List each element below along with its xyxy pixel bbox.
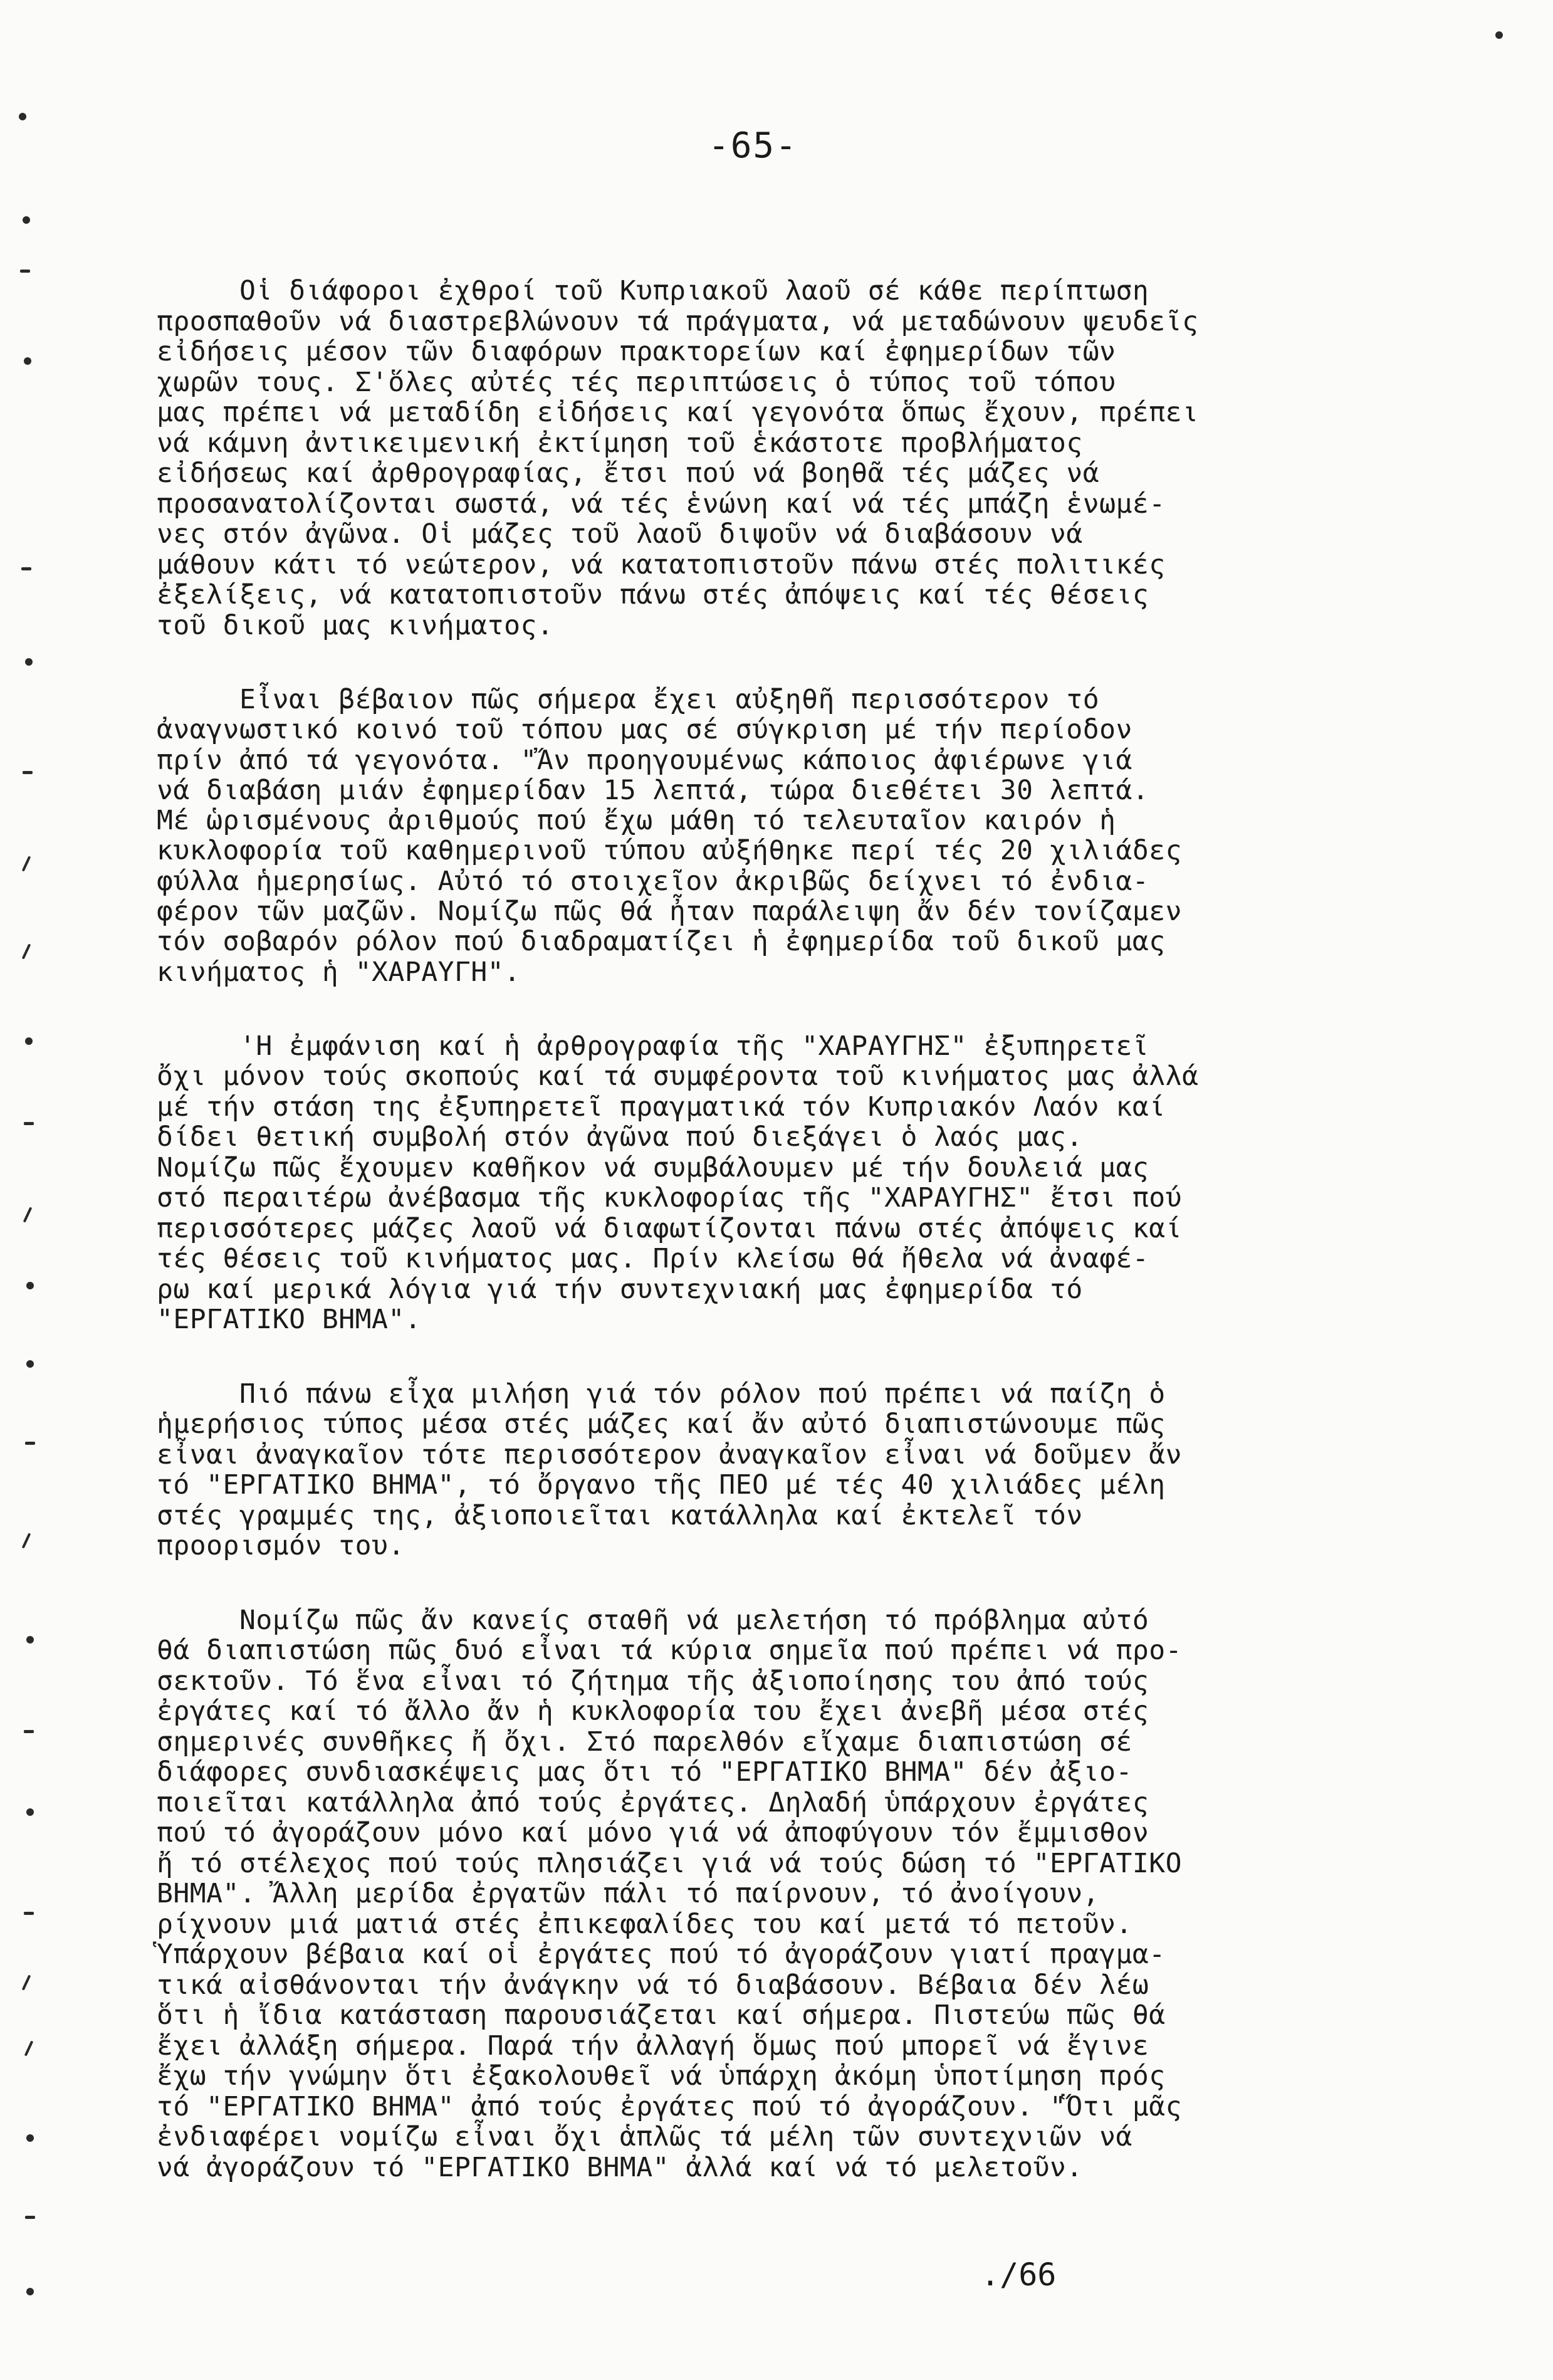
text-line: μάθουν κάτι τό νεώτερον, νά κατατοπιστοῦν πάνω στές πολιτικές [157,548,1166,580]
text-line: προσανατολίζονται σωστά, νά τές ἑνώνη καί νά τές μπάζη ἑνωμέ- [157,488,1166,520]
margin-dot [19,113,26,120]
text-line: ἡμερήσιος τύπος μέσα στές μάζες καί ἄν αὐτό διαπιστώνουμε πῶς [157,1408,1166,1440]
text-line: ρίχνουν μιά ματιά στές ἐπικεφαλίδες του καί μετά τό πετοῦν. [157,1908,1132,1940]
text-line: δίδει θετική συμβολή στόν ἀγῶνα πού διεξάγει ὁ λαός μας. [157,1121,1083,1153]
text-line: τό "ΕΡΓΑΤΙΚΟ ΒΗΜΑ", τό ὄργανο τῆς ΠΕΟ μέ τές 40 χιλιάδες μέλη [157,1469,1166,1501]
document-body [157,276,1360,2226]
text-line: διάφορες συνδιασκέψεις μας ὅτι τό "ΕΡΓΑΤΙΚΟ ΒΗΜΑ" δέν ἀξιο- [157,1756,1132,1788]
margin-dash [23,771,33,774]
text-line: στές γραμμές της, ἀξιοποιεῖται κατάλληλα καί ἐκτελεῖ τόν [157,1499,1083,1531]
paragraph-readership-growth [157,684,1360,987]
margin-slash [24,2040,34,2056]
text-line: τές θέσεις τοῦ κινήματος μας. Πρίν κλείσω θά ἤθελα νά ἀναφέ- [157,1243,1149,1275]
text-line: κυκλοφορία τοῦ καθημερινοῦ τύπου αὐξήθηκε περί τές 20 χιλιάδες [157,835,1183,867]
text-line: Νομίζω πῶς ἄν κανείς σταθῆ νά μελετήση τό πρόβλημα αὐτό [157,1604,1149,1636]
margin-slash [23,1207,33,1222]
text-line: τοῦ δικοῦ μας κινήματος. [157,609,554,641]
margin-dash [21,567,31,570]
text-line: μέ τήν στάση της ἐξυπηρετεῖ πραγματικά τόν Κυπριακόν Λαόν καί [157,1091,1166,1123]
margin-dot [23,216,30,224]
text-line: τικά αἰσθάνονται τήν ἀνάγκην νά τό διαβάσουν. Βέβαια δέν λέω [157,1969,1149,2001]
text-line: Εἶναι βέβαιον πῶς σήμερα ἔχει αὐξηθῆ περισσότερον τό [157,684,1100,715]
text-line: πρίν ἀπό τά γεγονότα. "Ἄν προηγουμένως κάποιος ἀφιέρωνε γιά [157,744,1132,776]
margin-dot [26,1282,34,1289]
text-line: ἀναγνωστικό κοινό τοῦ τόπου μας σέ σύγκριση μέ τήν περίοδον [157,714,1132,746]
text-line: 'Η ἐμφάνιση καί ἡ ἀρθρογραφία τῆς "ΧΑΡΑΥΓΗΣ" ἐξυπηρετεῖ [157,1030,1149,1062]
text-line: νά κάμνη ἀντικειμενική ἐκτίμηση τοῦ ἑκάστοτε προβλήματος [157,427,1083,459]
text-line: τό "ΕΡΓΑΤΙΚΟ ΒΗΜΑ" ἀπό τούς ἐργάτες πού τό ἀγοράζουν. "Ὅτι μᾶς [157,2090,1183,2122]
text-line: φέρον τῶν μαζῶν. Νομίζω πῶς θά ἦταν παράλειψη ἄν δέν τονίζαμεν [157,896,1183,928]
text-line: χωρῶν τους. Σ'ὅλες αὐτές τές περιπτώσεις ὁ τύπος τοῦ τόπου [157,366,1116,398]
margin-dot [26,2134,34,2142]
text-line: θά διαπιστώση πῶς δυό εἶναι τά κύρια σημεῖα πού πρέπει νά προ- [157,1635,1183,1667]
margin-dash [25,2216,35,2219]
continuation-marker: ./66 [981,2257,1057,2293]
text-line: εἶναι ἀναγκαῖον τότε περισσότερον ἀναγκαῖον εἶναι νά δοῦμεν ἄν [157,1439,1183,1470]
text-line: νες στόν ἀγῶνα. Οἱ μάζες τοῦ λαοῦ διψοῦν νά διαβάσουν νά [157,518,1083,550]
text-line: Οἱ διάφοροι ἐχθροί τοῦ Κυπριακοῦ λαοῦ σέ κάθε περίπτωση [157,275,1149,307]
text-line: μας πρέπει νά μεταδίδη εἰδήσεις καί γεγονότα ὅπως ἔχουν, πρέπει [157,397,1199,428]
margin-slash [22,1974,31,1990]
text-line: Πιό πάνω εἶχα μιλήση γιά τόν ρόλον πού πρέπει νά παίζη ὁ [157,1378,1166,1410]
text-line: σεκτοῦν. Τό ἕνα εἶναι τό ζήτημα τῆς ἀξιοποίησης του ἀπό τούς [157,1665,1149,1697]
text-line: νά διαβάση μιάν ἐφημερίδαν 15 λεπτά, τώρα διεθέτει 30 λεπτά. [157,774,1149,806]
margin-slash [22,943,31,959]
margin-dash [25,1442,35,1445]
text-line: ἐξελίξεις, νά κατατοπιστοῦν πάνω στές ἀπόψεις καί τές θέσεις [157,579,1149,611]
text-line: φύλλα ἡμερησίως. Αὐτό τό στοιχεῖον ἀκριβῶς δείχνει τό ἐνδια- [157,865,1149,897]
text-line: Ὑπάρχουν βέβαια καί οἱ ἐργάτες πού τό ἀγοράζουν γιατί πραγμα- [157,1939,1166,1971]
margin-dot [26,1808,34,1816]
margin-dash [24,1730,34,1733]
text-line: Νομίζω πῶς ἔχουμεν καθῆκον νά συμβάλουμεν μέ τήν δουλειά μας [157,1151,1149,1183]
text-line: εἰδήσεις μέσον τῶν διαφόρων πρακτορείων καί ἐφημερίδων τῶν [157,336,1116,367]
margin-dot [25,658,33,666]
text-line: ἐνδιαφέρει νομίζω εἶναι ὄχι ἁπλῶς τά μέλη τῶν συντεχνιῶν νά [157,2121,1132,2153]
paragraph-enemies-distort-news [157,276,1360,641]
corner-speck [1495,31,1503,39]
margin-dot [26,1360,34,1368]
text-line: σημερινές συνθῆκες ἤ ὄχι. Στό παρελθόν εἴχαμε διαπιστώση σέ [157,1726,1132,1758]
text-line: περισσότερες μάζες λαοῦ νά διαφωτίζονται πάνω στές ἀπόψεις καί [157,1212,1183,1244]
text-line: τόν σοβαρόν ρόλον πού διαδραματίζει ἡ ἐφημερίδα τοῦ δικοῦ μας [157,926,1166,958]
text-line: ποιεῖται κατάλληλα ἀπό τούς ἐργάτες. Δηλαδή ὑπάρχουν ἐργάτες [157,1786,1149,1818]
text-line: κινήματος ἡ "ΧΑΡΑΥΓΗ". [157,956,521,988]
text-line: ἔχω τήν γνώμην ὅτι ἐξακολουθεῖ νά ὑπάρχη ἀκόμη ὑποτίμηση πρός [157,2060,1166,2092]
text-line: Μέ ὡρισμένους ἀριθμούς πού ἔχω μάθη τό τελευταῖον καιρόν ἡ [157,805,1116,837]
margin-dash [20,270,30,273]
text-line: ἤ τό στέλεχος πού τούς πλησιάζει γιά νά τούς δώση τό "ΕΡΓΑΤΙΚΟ [157,1847,1183,1879]
text-line: ὄχι μόνον τούς σκοπούς καί τά συμφέροντα τοῦ κινήματος μας ἀλλά [157,1061,1199,1093]
margin-slash [22,856,31,871]
margin-dot [26,2288,34,2295]
text-line: νά ἀγοράζουν τό "ΕΡΓΑΤΙΚΟ ΒΗΜΑ" ἀλλά καί νά τό μελετοῦν. [157,2151,1083,2183]
margin-slash [22,1533,31,1548]
text-line: πού τό ἀγοράζουν μόνο καί μόνο γιά νά ἀποφύγουν τόν ἔμμισθον [157,1817,1149,1849]
margin-dash [24,1122,34,1125]
margin-dot [25,1037,33,1045]
margin-dash [24,1912,34,1915]
text-line: προσπαθοῦν νά διαστρεβλώνουν τά πράγματα, νά μεταδώνουν ψευδεῖς [157,305,1199,337]
text-line: προορισμόν του. [157,1530,405,1562]
left-margin-marks [0,0,50,2380]
margin-dot [24,357,31,365]
paragraph-ergatiko-vima-problem [157,1605,1360,2183]
page-number: -65- [708,125,798,166]
text-line: ἐργάτες καί τό ἄλλο ἄν ἡ κυκλοφορία του ἔχει ἀνεβῆ μέσα στές [157,1696,1149,1727]
text-line: στό περαιτέρω ἀνέβασμα τῆς κυκλοφορίας τῆς "ΧΑΡΑΥΓΗΣ" ἔτσι πού [157,1182,1183,1214]
text-line: ΒΗΜΑ". Ἄλλη μερίδα ἐργατῶν πάλι τό παίρνουν, τό ἀνοίγουν, [157,1878,1100,1910]
text-line: "ΕΡΓΑΤΙΚΟ ΒΗΜΑ". [157,1304,422,1336]
text-line: ἔχει ἀλλάξη σήμερα. Παρά τήν ἀλλαγή ὅμως πού μπορεῖ νά ἔγινε [157,2030,1149,2062]
margin-dot [26,1636,34,1643]
text-line: ὅτι ἡ ἴδια κατάσταση παρουσιάζεται καί σήμερα. Πιστεύω πῶς θά [157,2000,1166,2031]
text-line: ρω καί μερικά λόγια γιά τήν συντεχνιακή μας ἐφημερίδα τό [157,1273,1083,1305]
paragraph-ergatiko-vima-intro [157,1379,1360,1561]
paragraph-charavgi-role [157,1031,1360,1335]
text-line: εἰδήσεως καί ἀρθρογραφίας, ἔτσι πού νά βοηθᾶ τές μάζες νά [157,458,1100,489]
